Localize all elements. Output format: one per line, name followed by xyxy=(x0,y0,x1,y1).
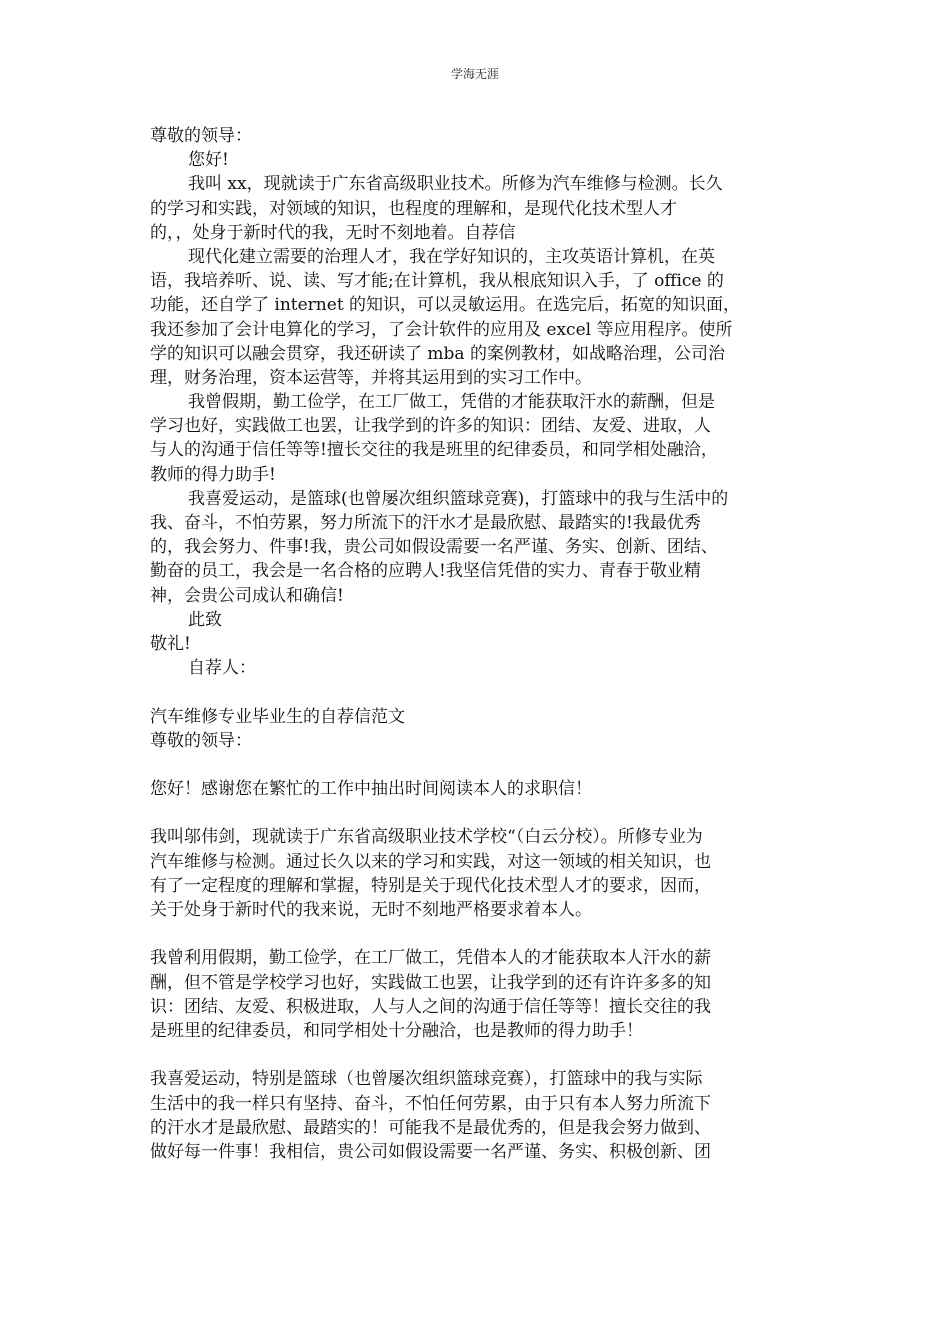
letter2-p3-line: 生活中的我一样只有坚持、奋斗，不怕任何劳累，由于只有本人努力所流下 xyxy=(150,1093,711,1114)
letter1-closing: 此致 xyxy=(188,609,222,630)
letter1-p2-line: 学的知识可以融会贯穿，我还研读了 mba 的案例教材，如战略治理，公司治 xyxy=(150,343,725,364)
letter2-greeting: 您好！感谢您在繁忙的工作中抽出时间阅读本人的求职信！ xyxy=(150,779,592,800)
page-header: 学海无涯 xyxy=(450,67,499,81)
letter1-p2-line: 功能，还自学了 internet 的知识，可以灵敏运用。在选完后，拓宽的知识面， xyxy=(150,295,741,316)
spacer xyxy=(150,680,800,704)
letter2-p3-line: 我喜爱运动，特别是篮球（也曾屡次组织篮球竞赛），打篮球中的我与实际 xyxy=(150,1069,703,1090)
letter2-p3-line: 的汗水才是最欣慰、最踏实的！可能我不是最优秀的，但是我会努力做到、 xyxy=(150,1117,711,1138)
letter1-p3-line: 我曾假期，勤工俭学，在工厂做工，凭借的才能获取汗水的薪酬，但是 xyxy=(188,392,715,413)
letter2-p2-line: 是班里的纪律委员，和同学相处十分融洽，也是教师的得力助手！ xyxy=(150,1020,643,1041)
letter2-p1-line: 有了一定程度的理解和掌握，特别是关于现代化技术型人才的要求，因而， xyxy=(150,875,711,896)
letter1-p4-line: 神，会贵公司成认和确信! xyxy=(150,585,344,606)
letter1-p2-line: 理，财务治理，资本运营等，并将其运用到的实习工作中。 xyxy=(150,367,592,388)
letter1-regards: 敬礼! xyxy=(150,633,191,654)
letter1-p2-line: 现代化建立需要的治理人才，我在学好知识的，主攻英语计算机，在英 xyxy=(188,246,715,267)
letter1-p1-line: 我叫 xx，现就读于广东省高级职业技术。所修为汽车维修与检测。长久 xyxy=(188,174,723,195)
spacer xyxy=(150,922,800,946)
letter2-p2-line: 酬，但不管是学校学习也好，实践做工也罢，让我学到的还有许许多多的知 xyxy=(150,972,711,993)
letter1-p2-line: 我还参加了会计电算化的学习，了会计软件的应用及 excel 等应用程序。使所 xyxy=(150,319,733,340)
letter1-p4-line: 的，我会努力、件事!我，贵公司如假设需要一名严谨、务实、创新、团结、 xyxy=(150,537,718,558)
letter1-p1-line: 的学习和实践，对领域的知识，也程度的理解和，是现代化技术型人才 xyxy=(150,198,677,219)
letter2-p2-line: 我曾利用假期，勤工俭学，在工厂做工，凭借本人的才能获取本人汗水的薪 xyxy=(150,948,711,969)
letter2-p2-line: 识：团结、友爱、积极进取，人与人之间的沟通于信任等等！擅长交往的我 xyxy=(150,996,711,1017)
letter1-p3-line: 教师的得力助手! xyxy=(150,464,276,485)
letter1-p1-line: 的，，处身于新时代的我，无时不刻地着。自荐信 xyxy=(150,222,516,243)
letter1-p3-line: 与人的沟通于信任等等!擅长交往的我是班里的纪律委员，和同学相处融洽， xyxy=(150,440,718,461)
letter2-title: 汽车维修专业毕业生的自荐信范文 xyxy=(150,706,405,727)
letter2-p1-line: 关于处身于新时代的我来说，无时不刻地严格要求着本人。 xyxy=(150,900,592,920)
document-body xyxy=(150,124,800,1164)
letter1-signature: 自荐人： xyxy=(188,658,256,679)
spacer xyxy=(150,1043,800,1067)
letter2-p1-line: 我叫邬伟剑，现就读于广东省高级职业技术学校“（白云分校）。所修专业为 xyxy=(150,827,703,848)
letter2-salutation: 尊敬的领导： xyxy=(150,730,252,751)
letter1-salutation: 尊敬的领导： xyxy=(150,126,252,146)
letter1-p4-line: 勤奋的员工，我会是一名合格的应聘人!我坚信凭借的实力、青春于敬业精 xyxy=(150,561,701,582)
letter2-p1-line: 汽车维修与检测。通过长久以来的学习和实践，对这一领域的相关知识，也 xyxy=(150,851,711,872)
letter1-greeting: 您好! xyxy=(188,150,229,171)
spacer xyxy=(150,753,800,777)
letter1-p3-line: 学习也好，实践做工也罢，让我学到的许多的知识：团结、友爱、进取，人 xyxy=(150,416,711,437)
letter1-p4-line: 我、奋斗，不怕劳累，努力所流下的汗水才是最欣慰、最踏实的!我最优秀 xyxy=(150,513,701,533)
spacer xyxy=(150,801,800,825)
letter1-p2-line: 语，我培养听、说、读、写才能;在计算机，我从根底知识入手，了 office 的 xyxy=(150,271,724,292)
letter2-p3-line: 做好每一件事！我相信，贵公司如假设需要一名严谨、务实、积极创新、团 xyxy=(150,1141,711,1162)
letter1-p4-line: 我喜爱运动，是篮球(也曾屡次组织篮球竞赛)，打篮球中的我与生活中的 xyxy=(188,488,729,509)
